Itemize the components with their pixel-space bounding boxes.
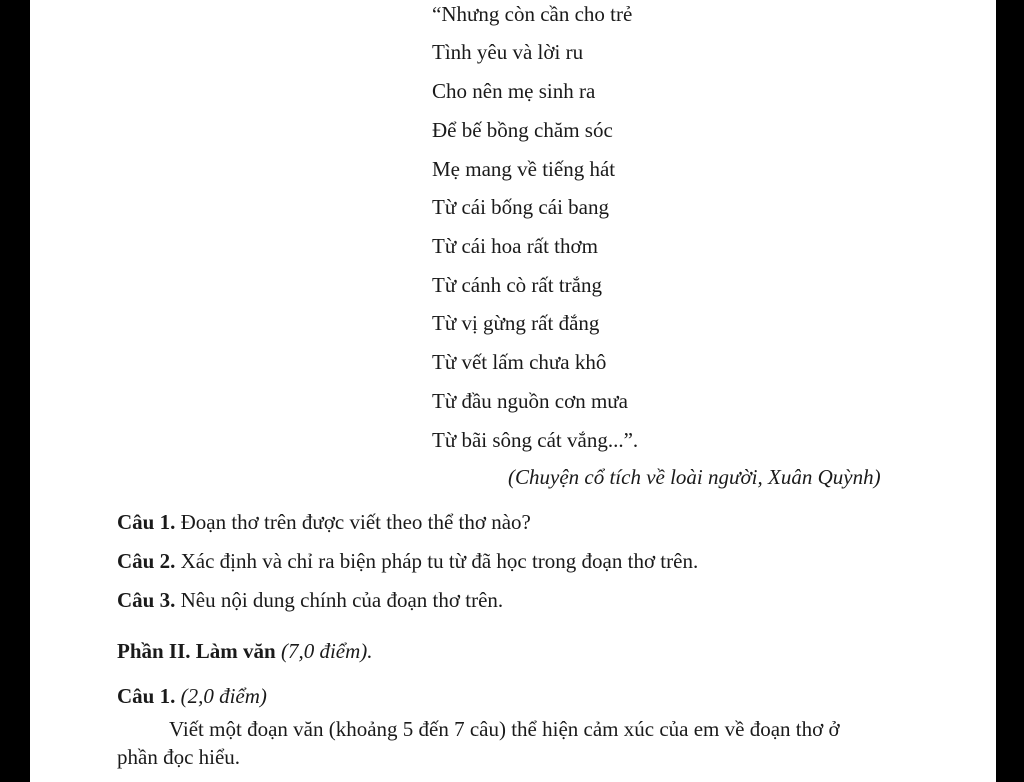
poem-line: Từ cái bống cái bang (432, 195, 609, 219)
poem-line: Từ cái hoa rất thơm (432, 234, 598, 258)
question-1-text: Đoạn thơ trên được viết theo thể thơ nào? (175, 510, 531, 534)
question-2-label: Câu 2. (117, 549, 176, 573)
poem-source: (Chuyện cổ tích về loài người, Xuân Quỳnh) (508, 465, 881, 489)
poem-line: “Nhưng còn cần cho trẻ (432, 2, 633, 26)
poem-line: Từ bãi sông cát vắng...”. (432, 428, 639, 452)
poem-line: Tình yêu và lời ru (432, 40, 584, 64)
poem-line: Từ vị gừng rất đắng (432, 311, 600, 335)
essay-question (117, 684, 267, 708)
poem-line: Từ đầu nguồn cơn mưa (432, 389, 628, 413)
question-3-label: Câu 3. (117, 588, 176, 612)
question-3-text: Nêu nội dung chính của đoạn thơ trên. (175, 588, 504, 612)
part-2-points: (7,0 điểm). (275, 639, 373, 663)
document-page (30, 0, 996, 782)
essay-task-line-2: phần đọc hiểu. (117, 745, 241, 769)
essay-question-points: (2,0 điểm) (175, 684, 267, 708)
essay-question-label: Câu 1. (117, 684, 176, 708)
question-1 (117, 510, 531, 534)
poem-line: Cho nên mẹ sinh ra (432, 79, 596, 103)
part-2-title: Phần II. Làm văn (117, 639, 276, 663)
poem-line: Từ vết lấm chưa khô (432, 350, 607, 374)
part-2-heading (117, 639, 373, 663)
question-2 (117, 549, 698, 573)
poem-line: Từ cánh cò rất trắng (432, 273, 602, 297)
poem-line: Để bế bồng chăm sóc (432, 118, 613, 142)
question-2-text: Xác định và chỉ ra biện pháp tu từ đã học trong đoạn thơ trên. (175, 549, 699, 573)
poem-line: Mẹ mang về tiếng hát (432, 157, 616, 181)
question-3 (117, 588, 503, 612)
essay-task-line-1: Viết một đoạn văn (khoảng 5 đến 7 câu) thể hiện cảm xúc của em về đoạn thơ ở (169, 717, 840, 741)
question-1-label: Câu 1. (117, 510, 176, 534)
